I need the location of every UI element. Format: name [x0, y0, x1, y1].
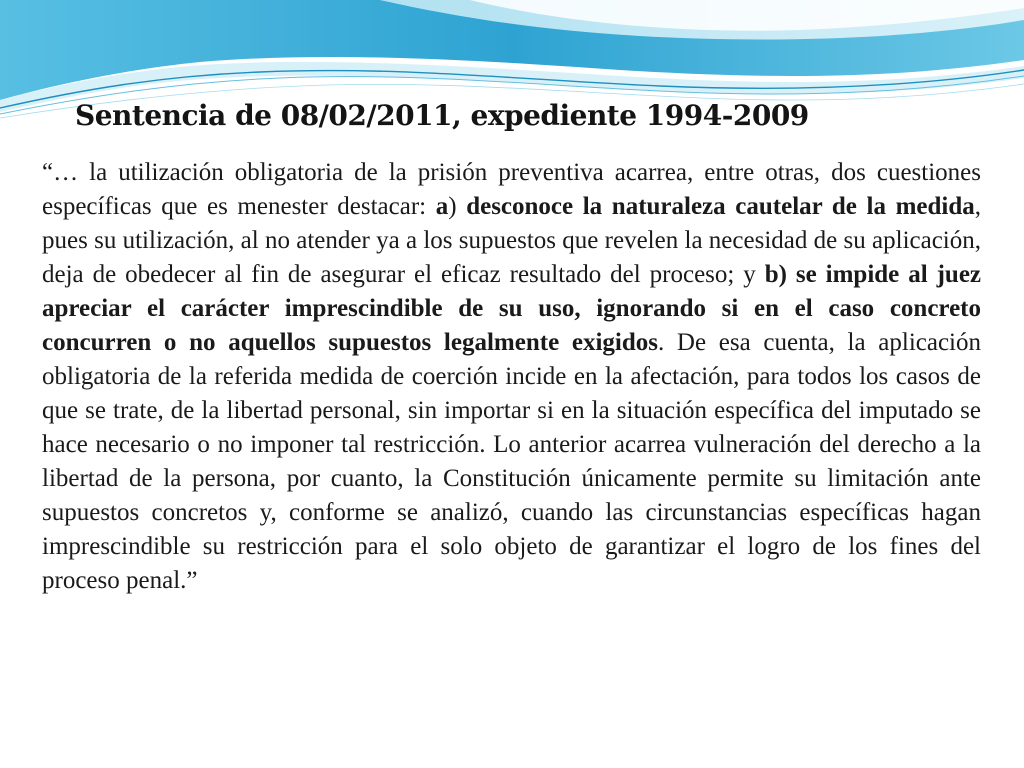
slide-title: Sentencia de 08/02/2011, expediente 1994-2009: [75, 99, 809, 132]
quote-text: , pues su utilización, al no atender ya a los supuestos que revelen la necesidad de su aplicación, deja de obedecer al fin de asegurar el eficaz resultado del proceso; y: [42, 193, 981, 288]
quote-emphasis: b) se impide al juez apreciar el carácter imprescindible de su uso, ignorando si en el caso concreto concurren o no aquellos supuestos legalmente exigidos: [42, 261, 982, 356]
quote-paragraph: [42, 156, 981, 598]
quote-text: ): [448, 193, 467, 220]
quote-emphasis: a: [435, 193, 449, 220]
quote-text: . De esa cuenta, la aplicación obligatoria de la referida medida de coerción incide en la afectación, para todos los casos de que se trate, de la libertad personal, sin importar si en la situación específica del imputado se hace necesario o no imponer tal restricción. Lo anterior acarrea vulneración del derecho a la libertad de la persona, por cuanto, la Constitución únicamente permite su limitación ante supuestos concretos y, conforme se analizó, cuando las circunstancias específicas hagan imprescindible su restricción para el solo objeto de garantizar el logro de los fines del proceso penal.”: [42, 329, 981, 594]
quote-text: “… la utilización obligatoria de la prisión preventiva acarrea, entre otras, dos cuestiones específicas que es menester destacar:: [42, 159, 981, 220]
quote-emphasis: desconoce la naturaleza cautelar de la medida: [466, 193, 975, 220]
